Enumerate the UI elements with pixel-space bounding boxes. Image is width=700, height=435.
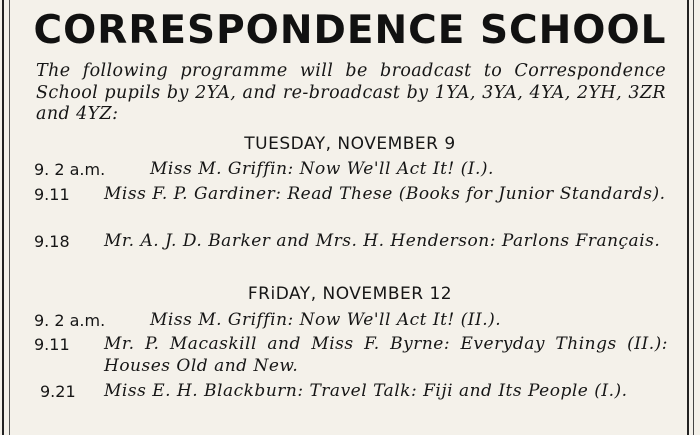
day-heading-friday: FRiDAY, NOVEMBER 12 (247, 284, 453, 304)
entry-description: Mr. P. Macaskill and Miss F. Byrne: Everyday Things (II.): Houses Old and New. (104, 334, 668, 376)
day-heading-tuesday: TUESDAY, NOVEMBER 9 (244, 134, 456, 154)
entry-description: Miss M. Griffin: Now We'll Act It! (I.). (150, 159, 494, 179)
entry-time: 9. 2 a.m. (34, 311, 106, 330)
entry-description: Mr. A. J. D. Barker and Mrs. H. Henderson: Parlons Français. (104, 231, 661, 251)
entry-description: Miss E. H. Blackburn: Travel Talk: Fiji and Its People (I.). (104, 381, 628, 401)
entry-time: 9.18 (34, 232, 70, 251)
intro-paragraph: The following programme will be broadcast to Correspondence School pupils by 2YA, and re-broadcast by 1YA, 3YA, 4YA, 2YH, 3ZR and 4YZ: (36, 61, 666, 124)
entry-description: Miss F. P. Gardiner: Read These (Books for Junior Standards). (104, 184, 666, 204)
entry-description: Miss M. Griffin: Now We'll Act It! (II.). (150, 310, 502, 330)
left-border-rule (2, 0, 10, 435)
entry-time: 9. 2 a.m. (34, 160, 106, 179)
page-title: CORRESPONDENCE SCHOOL (33, 8, 667, 53)
right-border-rule (687, 0, 694, 435)
entry-time: 9.11 (34, 335, 70, 354)
entry-time: 9.21 (40, 382, 76, 401)
entry-time: 9.11 (34, 185, 70, 204)
